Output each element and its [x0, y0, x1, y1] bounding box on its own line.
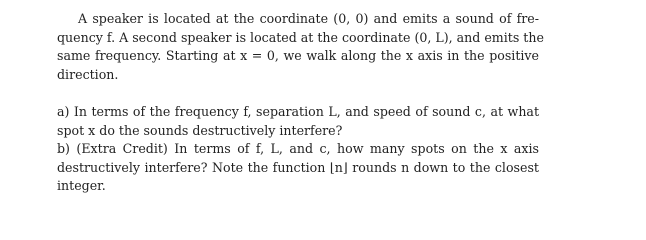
- text-line: A speaker is located at the coordinate (0, 0) and emits a sound of fre-: [78, 11, 539, 26]
- problem-statement-paragraph: [57, 10, 544, 84]
- question-b-line: destructively interfere? Note the function ⌊n⌋ rounds n down to the closest: [57, 159, 539, 175]
- questions-paragraph: [57, 103, 539, 196]
- question-a-line: spot x do the sounds destructively interfere?: [57, 122, 343, 138]
- question-b-line: integer.: [57, 178, 106, 193]
- text-line: direction.: [57, 66, 119, 82]
- question-b-line: b) (Extra Credit) In terms of f, L, and c, how many spots on the x axis: [57, 141, 539, 156]
- question-a-line: a) In terms of the frequency f, separation L, and speed of sound c, at what: [57, 104, 539, 119]
- text-line: quency f. A second speaker is located at the coordinate (0, L), and emits the: [57, 29, 544, 45]
- text-line: same frequency. Starting at x = 0, we walk along the x axis in the positive: [57, 48, 539, 63]
